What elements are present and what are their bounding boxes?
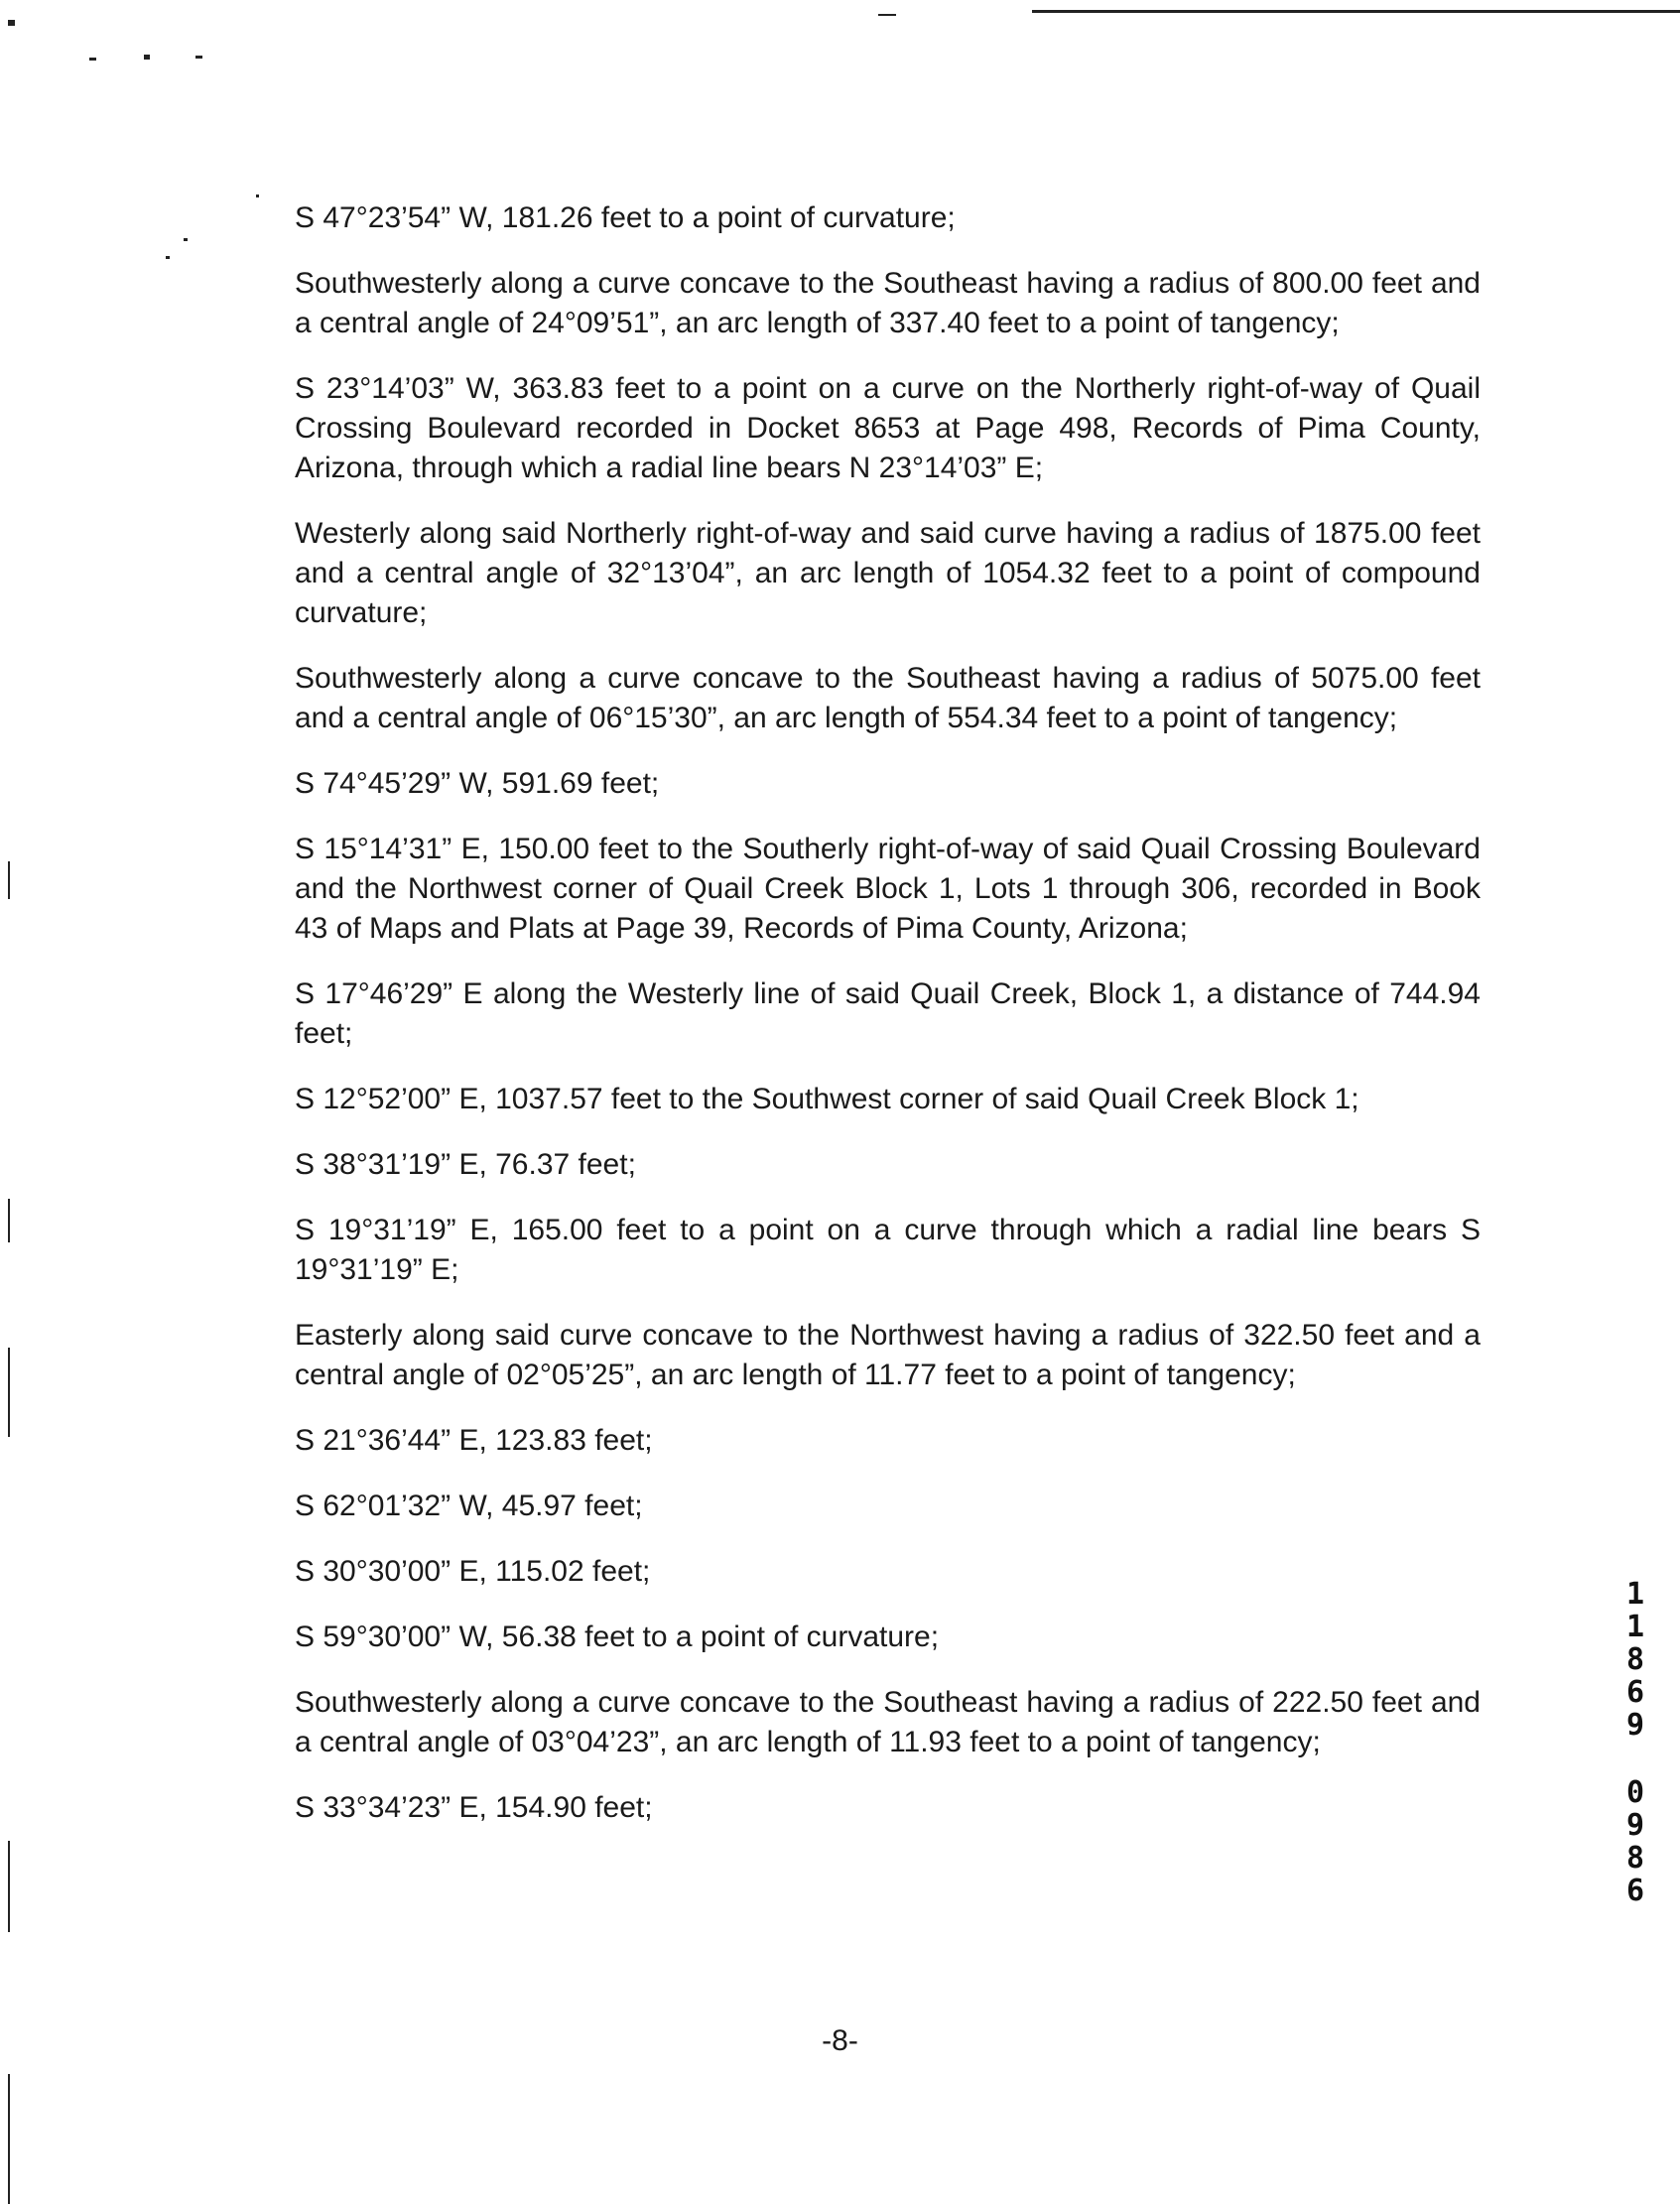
stamp-digit: 1 (1625, 1577, 1645, 1612)
top-rule (1032, 10, 1680, 13)
stamp-digit: 6 (1625, 1675, 1645, 1710)
stamp-digit: 6 (1625, 1874, 1645, 1908)
course-paragraph: S 38°31’19” E, 76.37 feet; (295, 1148, 636, 1181)
course-paragraph: S 74°45’29” W, 591.69 feet; (295, 767, 660, 800)
course-paragraph: S 47°23’54” W, 181.26 feet to a point of curvature; (295, 201, 956, 234)
margin-line (8, 1348, 10, 1437)
stamp-digit: 0 (1625, 1775, 1645, 1810)
stamp-digit: 8 (1625, 1841, 1645, 1876)
course-paragraph: Easterly along said curve concave to the Northwest having a radius of 322.50 feet and a central angle of 02°05’25”, an arc length of 11.77 feet to a point of tangency; (295, 1319, 1481, 1391)
legal-description (295, 198, 1481, 1854)
speck (144, 55, 150, 60)
course-paragraph: Westerly along said Northerly right-of-way and said curve having a radius of 1875.00 feet and a central angle of 32°13’04”, an arc length of 1054.32 feet to a point of compound curvature; (295, 517, 1481, 629)
stamp-digit: 8 (1625, 1642, 1645, 1677)
speck (256, 194, 259, 197)
course-paragraph: S 59°30’00” W, 56.38 feet to a point of curvature; (295, 1621, 940, 1653)
course-paragraph: S 21°36’44” E, 123.83 feet; (295, 1424, 653, 1457)
course-paragraph: S 12°52’00” E, 1037.57 feet to the Southwest corner of said Quail Creek Block 1; (295, 1083, 1359, 1115)
speck (89, 58, 96, 61)
course-paragraph: S 62°01’32” W, 45.97 feet; (295, 1490, 643, 1522)
recording-number-stamp-lower (1615, 1776, 1655, 1907)
margin-line (8, 861, 10, 899)
speck (195, 56, 202, 59)
course-paragraph: Southwesterly along a curve concave to the Southeast having a radius of 800.00 feet and a central angle of 24°09’51”, an arc length of 337.40 feet to a point of tangency; (295, 267, 1481, 339)
margin-line (8, 1199, 10, 1242)
corner-speck (8, 20, 15, 26)
course-paragraph: S 33°34’23” E, 154.90 feet; (295, 1791, 653, 1824)
course-paragraph: Southwesterly along a curve concave to the Southeast having a radius of 5075.00 feet and a central angle of 06°15’30”, an arc length of 554.34 feet to a point of tangency; (295, 662, 1481, 734)
stamp-digit: 9 (1625, 1808, 1645, 1843)
stamp-digit: 1 (1625, 1610, 1645, 1644)
course-paragraph: Southwesterly along a curve concave to the Southeast having a radius of 222.50 feet and a central angle of 03°04’23”, an arc length of 11.93 feet to a point of tangency; (295, 1686, 1481, 1758)
speck (184, 238, 188, 241)
course-paragraph: S 15°14’31” E, 150.00 feet to the Southerly right-of-way of said Quail Crossing Boulevard and the Northwest corner of Quail Creek Block 1, Lots 1 through 306, recorded in Book 43 of Maps and Plats at Page 39, Records of Pima County, Arizona; (295, 833, 1481, 945)
recording-number-stamp-upper (1615, 1578, 1655, 1742)
course-paragraph: S 30°30’00” E, 115.02 feet; (295, 1555, 651, 1588)
stamp-digit: 9 (1625, 1708, 1645, 1743)
course-paragraph: S 19°31’19” E, 165.00 feet to a point on a curve through which a radial line bears S 19°31’19” E; (295, 1214, 1481, 1286)
speck (166, 256, 170, 259)
top-dash (878, 14, 896, 16)
page-number: -8- (822, 2024, 858, 2057)
course-paragraph: S 23°14’03” W, 363.83 feet to a point on a curve on the Northerly right-of-way of Quail Crossing Boulevard recorded in Docket 8653 at Page 498, Records of Pima County, Arizona, through which a radial line bears N 23°14’03” E; (295, 372, 1481, 484)
margin-line (8, 1841, 10, 1932)
course-paragraph: S 17°46’29” E along the Westerly line of said Quail Creek, Block 1, a distance of 744.94 feet; (295, 977, 1481, 1050)
margin-line (8, 2074, 10, 2204)
